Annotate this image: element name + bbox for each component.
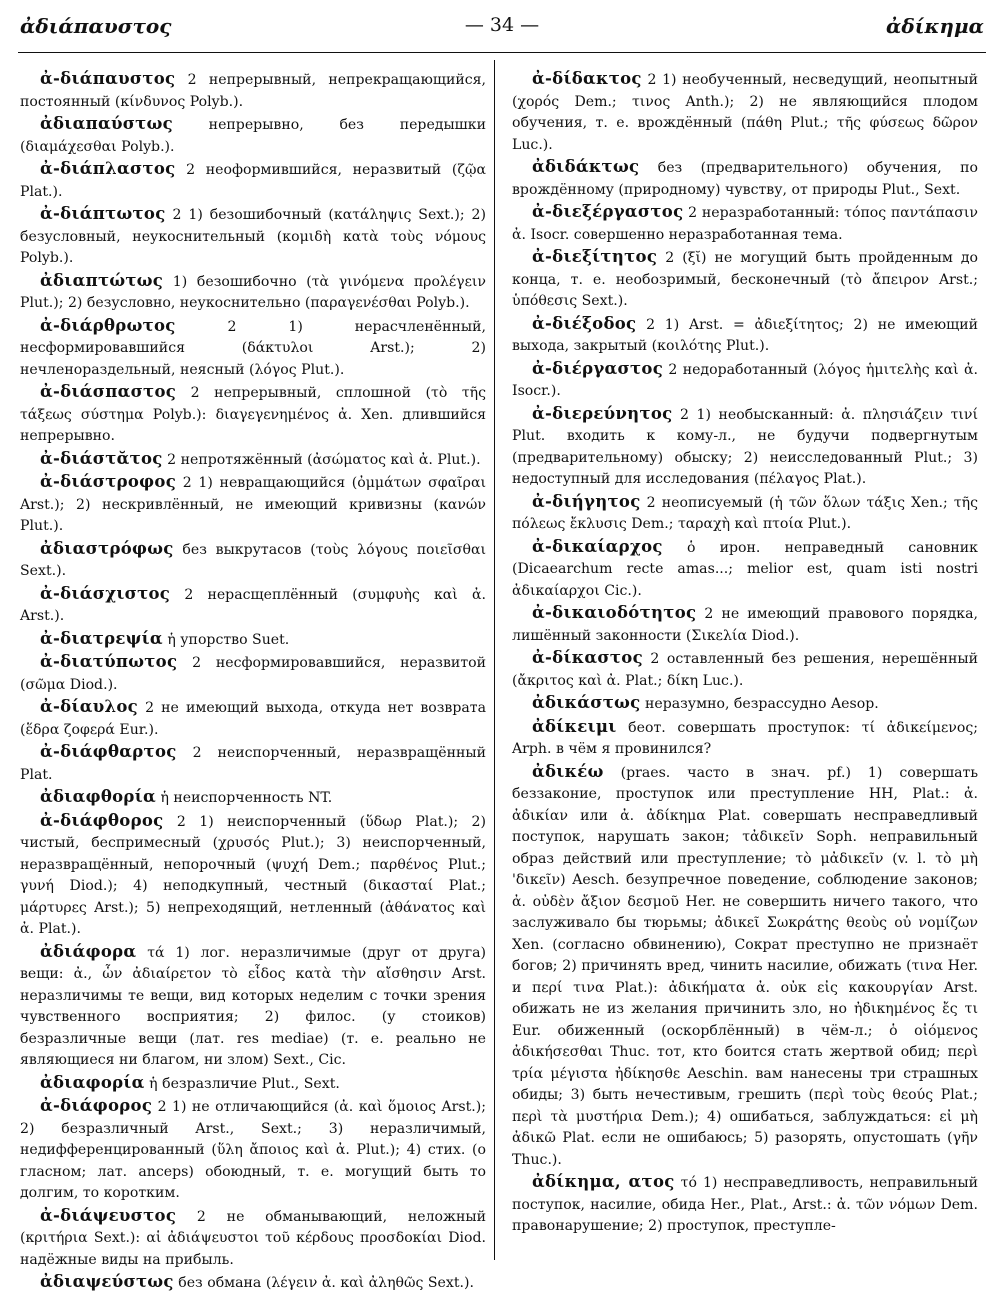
dictionary-entry xyxy=(20,651,486,696)
entry-headword: ἀδικέω xyxy=(532,761,604,781)
dictionary-entry xyxy=(20,583,486,628)
entry-headword: ἀδιαψεύστως xyxy=(40,1272,174,1291)
entry-definition: 2 непротяжённый (ἀσώματος καὶ ἀ. Plut.). xyxy=(162,451,481,468)
entry-headword: ἀδίκειμι xyxy=(532,716,617,736)
entry-headword: ἀ-δικαιοδότητος xyxy=(532,603,697,622)
entry-headword: ἀδιαφορία xyxy=(40,1072,145,1092)
entry-definition: 2 1) неиспорченный (ὕδωρ Plat.); 2) чистый, беспримесный (χρυσός Plut.); 3) неиспорченный, неразвращённый, непорочный (ψυχή Dem.; παρθένος Plut.; γυνή Diod.); 4) неподкупный, честный (δικασταί Plat.; μάρτυρες Arst.); 5) непреходящий, нетленный (ἀθάνατος καὶ ἀ. Plat.). xyxy=(20,813,486,937)
entry-definition: 2 непрерывный, сплошной (τὸ τῆς τάξεως σύστημα Polyb.): διαγεγενημένος ἀ. Xen. длившийся непрерывно. xyxy=(20,385,486,444)
entry-definition: беот. совершать проступок: τί ἀδικείμενος; Arph. в чём я провинился? xyxy=(512,719,978,757)
dictionary-entry xyxy=(20,810,486,941)
dictionary-entry xyxy=(512,201,978,246)
entry-definition: 2 1) не отличающийся (ἀ. καὶ ὅμοιος Arst.); 2) безразличный Arst., Sext.; 3) неразличимый, недифференцированный (ὕλη ἄποιος καὶ ἀ. Plut.); 4) стих. (о гласном; лат. anceps) обоюдный, т. е. могущий быть то долгим, то коротким. xyxy=(20,1099,486,1201)
entry-headword: ἀ-διέξοδος xyxy=(532,313,637,333)
entry-headword: ἀ-διατύπωτος xyxy=(40,652,178,671)
entry-definition: (praes. часто в знач. pf.) 1) совершать беззаконие, проступок или преступление НН, Plat.: ἀ. ἀδικίαν или ἀ. ἀδίκημα Plat. совершать несправедливый поступок, нарушать закон; τἀδικεῖν Soph. неправильный образ действий или преступление; τὸ μἀδικεῖν (v. l. τὸ μὴ 'δικεῖν) Aesch. безупречное поведение, соблюдение законов; ἀ. οὐδὲν ἄξιον δεσμοῦ Her. не совершить ничего такого, что заслуживало бы тюрьмы; ἀδικεῖ Σωκράτης θεοὺς οὐ νομίζων Xen. (согласно обвинению), Сократ преступно не признаёт богов; 2) причинять вред, чинить насилие, обижать (τινα Her. и περί τινα Plat.): ἀδικήματα ἀ. οὐκ εἰς κακουργίαν Arst. обижать не из желания причинить зло, но ἠδικημένος ἔς τι Eur. обиженный (оскорблённый) в чём-л.; ὁ οἰόμενος ἀδικήσεσθαι Thuc. тот, кто боится стать жертвой обид; περὶ τρία μέγιστα ἠδίκησθε Aeschin. вам нанесены три страшных обиды; 3) быть нечестивым, грешить (περὶ τοὺς θεούς Plat.; περὶ τὰ μυστήρια Dem.); 4) ошибаться, заблуждаться: εἰ μὴ ἀδικῶ Plat. если не ошибаюсь; 5) разорять, опустошать (γῆν Thuc.). xyxy=(512,764,978,1168)
entry-headword: ἀδιαπαύστως xyxy=(40,114,173,133)
dictionary-entry xyxy=(512,1171,978,1238)
dictionary-entry xyxy=(512,647,978,692)
page-number: — 34 — xyxy=(464,14,540,36)
dictionary-entry xyxy=(512,692,978,716)
entry-headword: ἀ-διεξίτητος xyxy=(532,247,658,266)
dictionary-entry xyxy=(20,941,486,1072)
dictionary-entry xyxy=(20,315,486,382)
entry-headword: ἀ-διέργαστος xyxy=(532,358,664,378)
entry-headword: ἀ-δίαυλος xyxy=(40,697,139,716)
dictionary-entry xyxy=(20,628,486,652)
dictionary-entry xyxy=(512,403,978,491)
dictionary-entry xyxy=(512,716,978,761)
entry-headword: ἀ-διερεύνητος xyxy=(532,403,673,423)
entry-headword: ἀ-διάφθορος xyxy=(40,810,164,830)
entry-headword: ἀδιαστρόφως xyxy=(40,538,174,558)
dictionary-entry xyxy=(512,313,978,358)
entry-definition: 2 (ξῐ) не могущий быть пройденным до конца, т. е. необозримый, бесконечный (τὸ ἄπειρον Arst.; ὑπόθεσις Sext.). xyxy=(512,250,978,309)
entry-definition: τό 1) несправедливость, неправильный поступок, насилие, обида Her., Plat., Arst.: ἀ. τῶν νόμων Dem. правонарушение; 2) проступок, преступле- xyxy=(512,1175,978,1234)
left-column xyxy=(20,68,486,1291)
dictionary-entry xyxy=(20,538,486,583)
dictionary-entry xyxy=(512,246,978,313)
entry-definition: ἡ неиспорченность NT. xyxy=(155,790,333,806)
dictionary-entry xyxy=(20,270,486,315)
dictionary-entry xyxy=(20,1095,486,1205)
dictionary-entry xyxy=(20,203,486,270)
dictionary-entry xyxy=(20,448,486,472)
header-rule xyxy=(18,52,986,53)
dictionary-entry xyxy=(512,761,978,1172)
entry-headword: ἀ-διάπαυστος xyxy=(40,69,176,88)
entry-definition: без выкрутасов (τοὺς λόγους ποιεῖσθαι Sext.). xyxy=(20,541,486,579)
entry-headword: ἀ-δίκαστος xyxy=(532,648,643,667)
entry-definition: 2 1) необученный, несведущий, неопытный (χορός Dem.; τινος Anth.); 2) не являющийся плодом обучения, т. е. врождённый (πάθη Plut.; τῆς φύσεως δῶρον Luc.). xyxy=(512,72,978,153)
entry-definition: неразумно, безрассудно Aesop. xyxy=(640,696,879,712)
entry-headword: ἀ-διάψευστος xyxy=(40,1205,177,1225)
entry-headword: ἀδιαπτώτως xyxy=(40,270,164,290)
entry-headword: ἀ-διήγητος xyxy=(532,491,641,511)
entry-headword: ἀ-διατρεψία xyxy=(40,628,163,648)
dictionary-entry xyxy=(20,471,486,538)
running-head-right-word: ἀδίκημα xyxy=(886,14,984,38)
entry-headword: ἀ-διάφορος xyxy=(40,1096,153,1115)
dictionary-entry xyxy=(20,381,486,448)
entry-definition: 2 неиспорченный, неразвращённый Plat. xyxy=(20,745,486,783)
entry-definition: 2 неразработанный: τόπος παντάπασιν ἀ. Isocr. совершенно неразработанная тема. xyxy=(512,205,978,243)
entry-definition: τά 1) лог. неразличимые (друг от друга) вещи: ἀ., ὧν ἀδιαίρετον τὸ εἶδος κατὰ τὴν αἴσθησιν Arst. неразличимы те вещи, вид которых неделим с точки зрения чувственного восприятия; 2) филос. (у стоиков) безразличные вещи (лат. res mediae) (т. е. реально не являющиеся ни благом, ни злом) Sext., Cic. xyxy=(20,944,486,1068)
entry-headword: ἀ-διάστροφος xyxy=(40,472,177,491)
entry-headword: ἀ-διάπλαστος xyxy=(40,159,176,178)
column-divider xyxy=(494,60,495,1260)
entry-definition: 2 непрерывный, непрекращающийся, постоянный (κίνδυνος Polyb.). xyxy=(20,72,486,110)
entry-headword: ἀ-διάφθαρτος xyxy=(40,742,177,761)
dictionary-entry xyxy=(512,491,978,536)
entry-definition: без обмана (λέγειν ἀ. καὶ ἀληθῶς Sext.). xyxy=(173,1275,474,1291)
entry-headword: ἀδιαφθορία xyxy=(40,787,156,806)
dictionary-entry xyxy=(512,602,978,647)
entry-headword: ἀ-δικαίαρχος xyxy=(532,536,663,556)
entry-definition: 2 неоформившийся, неразвитый (ζῷα Plat.). xyxy=(20,162,486,200)
entry-definition: ἡ упорство Suet. xyxy=(162,631,290,648)
entry-headword: ἀ-διάσπαστος xyxy=(40,382,177,401)
entry-definition: 2 недоработанный (λόγος ἡμιτελὴς καὶ ἀ. Isocr.). xyxy=(512,361,978,399)
dictionary-entry xyxy=(512,156,978,201)
entry-definition: 2 несформировавшийся, неразвитой (σῶμα Diod.). xyxy=(20,655,486,693)
running-head xyxy=(20,14,984,44)
dictionary-entry xyxy=(20,741,486,786)
dictionary-entry xyxy=(512,536,978,603)
entry-definition: 2 неописуемый (ἡ τῶν ὅλων τάξις Xen.; τῆς πόλεως ἔκλυσις Dem.; ταραχὴ καὶ πτοία Plut.). xyxy=(512,494,978,532)
entry-definition: ὁ ирон. неправедный сановник (Dicaearchum recte amas...; melior est, quam isti nostri ἀδικαίαρχοι Cic.). xyxy=(512,539,978,599)
entry-definition: 2 1) нерасчленённый, несформировавшийся (δάκτυλοι Arst.); 2) нечленораздельный, неясный (λόγος Plut.). xyxy=(20,318,486,378)
entry-headword: ἀδιδάκτως xyxy=(532,157,640,176)
dictionary-entry xyxy=(20,1072,486,1096)
entry-headword: ἀ-δίδακτος xyxy=(532,69,642,88)
entry-definition: 2 оставленный без решения, нерешённый (ἄκριτος καὶ ἀ. Plat.; δίκη Luc.). xyxy=(512,651,978,689)
dictionary-entry xyxy=(20,68,486,113)
entry-headword: ἀδικάστως xyxy=(532,693,641,712)
dictionary-entry xyxy=(20,696,486,741)
entry-definition: 1) безошибочно (τὰ γινόμενα προλέγειν Plut.); 2) безусловно, неукоснительно (παραγενέσθαι Polyb.). xyxy=(20,273,486,311)
entry-headword: ἀ-διάπτωτος xyxy=(40,204,166,223)
entry-definition: 2 1) безошибочный (κατάληψις Sext.); 2) безусловный, неукоснительный (κομιδὴ κατὰ τοὺς νόμους Polyb.). xyxy=(20,207,486,266)
entry-definition: 2 не имеющий правового порядка, лишённый законности (Σικελία Diod.). xyxy=(512,606,978,644)
entry-headword: ἀδίκημα, ατος xyxy=(532,1172,675,1191)
entry-headword: ἀ-διάστᾰτος xyxy=(40,448,163,468)
entry-definition: без (предварительного) обучения, по врождённому (природному) чувству, от природы Plut., Sext. xyxy=(512,160,978,198)
entry-definition: 2 1) невращающийся (ὀμμάτων σφαῖραι Arst.); 2) нескривлённый, не имеющий кривизны (κανών Plut.). xyxy=(20,475,486,534)
right-column xyxy=(512,68,978,1258)
entry-headword: ἀ-διάρθρωτος xyxy=(40,315,176,335)
entry-definition: 2 1) необысканный: ἀ. πλησιάζειν τινί Plut. входить к кому-л., не будучи подвергнутым (предварительному) обыску; 2) неисследованный Plut.; 3) недоступный для исследования (πέλαγος Plat.). xyxy=(512,406,978,487)
dictionary-entry xyxy=(512,68,978,156)
entry-definition: 2 нерасщеплённый (συμφυὴς καὶ ἀ. Arst.). xyxy=(20,586,486,624)
entry-definition: 2 не обманывающий, неложный (κριτήρια Sext.): αἱ ἀδιάψευστοι τοῦ κέρδους προσδοκίαι Diod. надёжные виды на прибыль. xyxy=(20,1208,486,1268)
entry-definition: ἡ безразличие Plut., Sext. xyxy=(144,1075,340,1092)
entry-headword: ἀδιάφορα xyxy=(40,941,137,961)
running-head-left-word: ἀδιάπαυστος xyxy=(20,14,172,38)
entry-headword: ἀ-διάσχιστος xyxy=(40,583,171,603)
dictionary-entry xyxy=(20,158,486,203)
dictionary-entry xyxy=(20,786,486,810)
entry-definition: 2 не имеющий выхода, откуда нет возврата (ἕδρα ζοφερά Eur.). xyxy=(20,700,486,738)
dictionary-entry xyxy=(20,1205,486,1272)
entry-definition: непрерывно, без передышки (διαμάχεσθαι Polyb.). xyxy=(20,117,486,155)
dictionary-entry xyxy=(20,1271,486,1295)
dictionary-entry xyxy=(20,113,486,158)
dictionary-entry xyxy=(512,358,978,403)
entry-definition: 2 1) Arst. = ἀδιεξίτητος; 2) не имеющий выхода, закрытый (κοιλότης Plut.). xyxy=(512,316,978,354)
entry-headword: ἀ-διεξέργαστος xyxy=(532,202,684,221)
